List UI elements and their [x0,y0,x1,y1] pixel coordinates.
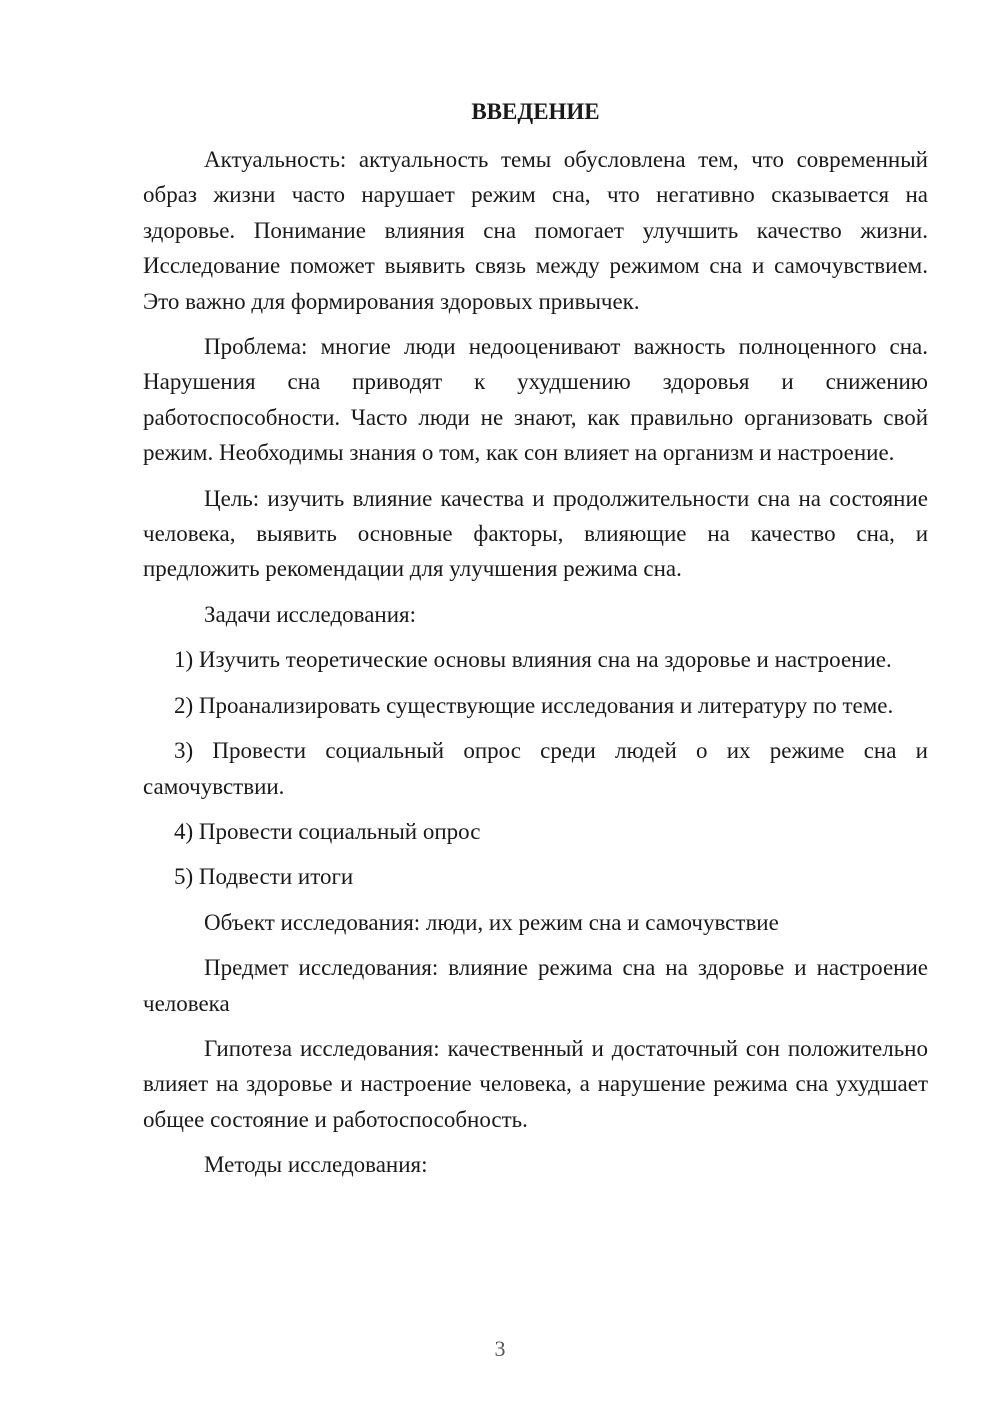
page-number: 3 [494,1336,506,1361]
section-title: ВВЕДЕНИЕ [471,99,600,124]
paragraph-hypothesis: Гипотеза исследования: качественный и достаточный сон положительно влияет на здоровье и настроение человека, а нарушение режима сна ухудшает общее состояние и работоспособность. [143,1035,928,1132]
tasks-heading: Задачи исследования: [204,601,417,627]
task-item-4: 4) Провести социальный опрос [174,818,481,844]
paragraph-subject: Предмет исследования: влияние режима сна на здоровье и настроение человека [143,955,928,1016]
methods-heading: Методы исследования: [204,1152,428,1178]
task-item-5: 5) Подвести итоги [174,864,354,890]
paragraph-goal: Цель: изучить влияние качества и продолжительности сна на состояние человека, выявить основные факторы, влияющие на качество сна, и предложить рекомендации для улучшения режима сна. [143,485,928,582]
task-item-2: 2) Проанализировать существующие исследования и литературу по теме. [174,692,894,718]
paragraph-object: Объект исследования: люди, их режим сна и самочувствие [204,909,779,935]
paragraph-relevance: Актуальность: актуальность темы обусловлена тем, что современный образ жизни часто нарушает режим сна, что негативно сказывается на здоровье. Понимание влияния сна помогает улучшить качество жизни. Исследование поможет выявить связь между режимом сна и самочувствием. Это важно для формирования здоровых привычек. [143,147,928,314]
task-item-1: 1) Изучить теоретические основы влияния сна на здоровье и настроение. [174,647,892,673]
task-item-3: 3) Провести социальный опрос среди людей о их режиме сна и самочувствии. [143,738,928,799]
paragraph-problem: Проблема: многие люди недооценивают важность полноценного сна. Нарушения сна приводят к ухудшению здоровья и снижению работоспособности. Часто люди не знают, как правильно организовать свой режим. Необходимы знания о том, как сон влияет на организм и настроение. [143,334,928,466]
page-content [143,94,928,1193]
